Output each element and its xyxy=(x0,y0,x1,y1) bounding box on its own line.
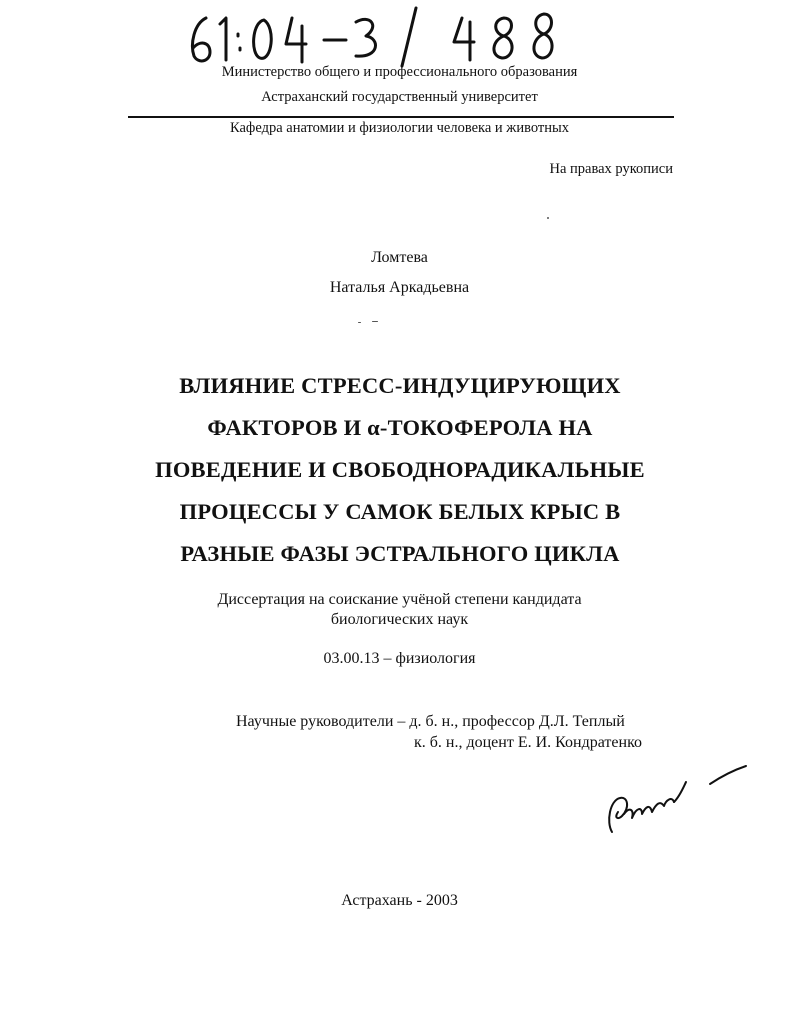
title-line: ВЛИЯНИЕ СТРЕСС-ИНДУЦИРУЮЩИХ xyxy=(179,373,621,398)
title-line: ПОВЕДЕНИЕ И СВОБОДНОРАДИКАЛЬНЫЕ xyxy=(155,457,645,482)
title-line: ФАКТОРОВ И α-ТОКОФЕРОЛА НА xyxy=(207,415,593,440)
title-line: ПРОЦЕССЫ У САМОК БЕЛЫХ КРЫС В xyxy=(179,499,621,524)
degree-line-1: Диссертация на соискание учёной степени кандидата xyxy=(217,591,582,608)
department-name: Кафедра анатомии и физиологии человека и животных xyxy=(230,120,569,136)
archive-number-text: 61:04-3/488 xyxy=(180,4,185,5)
degree-line-2: биологических наук xyxy=(330,611,469,628)
supervisors xyxy=(236,711,642,753)
signature xyxy=(600,756,760,842)
scan-speck xyxy=(358,322,361,323)
header-divider xyxy=(128,116,674,118)
specialty-code: 03.00.13 – физиология xyxy=(323,650,476,667)
scan-speck xyxy=(547,217,549,219)
supervisor-line-1: Научные руководители – д. б. н., профессор Д.Л. Теплый xyxy=(236,713,625,730)
dissertation-title xyxy=(100,365,700,575)
title-line: РАЗНЫЕ ФАЗЫ ЭСТРАЛЬНОГО ЦИКЛА xyxy=(180,541,620,566)
ministry-name: Министерство общего и профессионального образования xyxy=(221,64,578,80)
city-year: Астрахань - 2003 xyxy=(341,892,458,909)
scan-speck xyxy=(372,321,378,322)
university-name: Астраханский государственный университет xyxy=(261,89,538,105)
supervisor-line-2: к. б. н., доцент Е. И. Кондратенко xyxy=(414,734,643,751)
rights-note: На правах рукописи xyxy=(549,161,673,177)
degree-statement xyxy=(0,590,799,630)
author-given-names: Наталья Аркадьевна xyxy=(329,279,470,296)
author-surname: Ломтева xyxy=(371,249,428,266)
